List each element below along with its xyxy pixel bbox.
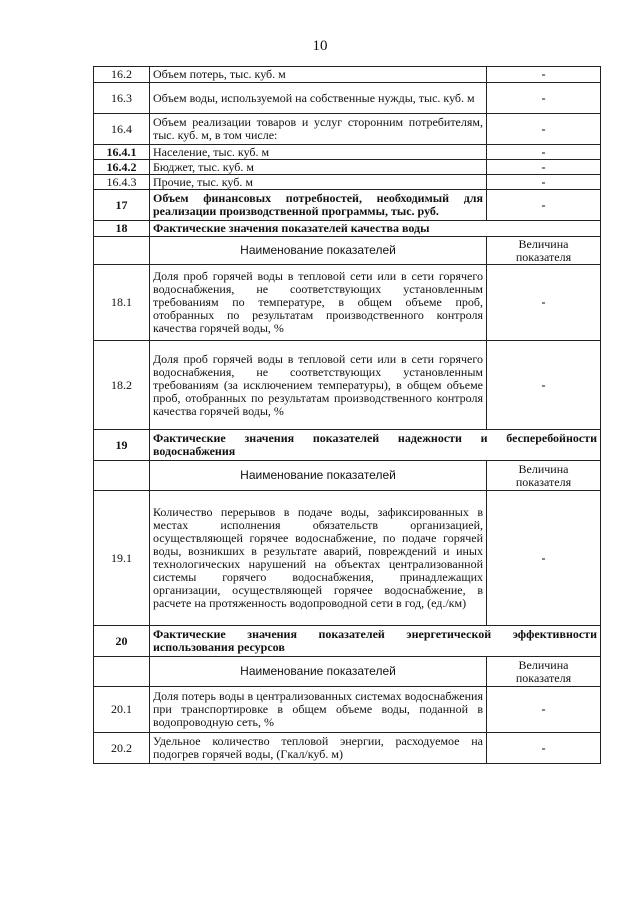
indicators-table xyxy=(93,66,601,764)
row-number: 19 xyxy=(94,430,150,461)
header-name: Наименование показателей xyxy=(150,237,487,265)
row-number: 16.4.2 xyxy=(94,160,150,175)
table-row xyxy=(94,67,601,83)
row-value: - xyxy=(487,160,601,175)
section-title: Фактические значения показателей качества воды xyxy=(150,221,601,237)
row-number: 20.2 xyxy=(94,733,150,764)
header-blank-cell xyxy=(94,237,150,265)
table-row xyxy=(94,733,601,764)
section-row-20 xyxy=(94,626,601,657)
row-number: 16.4.1 xyxy=(94,145,150,160)
row-text: Объем реализации товаров и услуг сторонним потребителям, тыс. куб. м, в том числе: xyxy=(150,114,487,145)
row-value: - xyxy=(487,491,601,626)
row-text: Количество перерывов в подаче воды, зафиксированных в местах исполнения обязательств организацией, осуществляющей горячее водоснабжение, по подаче горячей воды, возникших в результате аварий, повреждений и иных технологических нарушений на объектах централизованной системы горячего водоснабжения, принадлежащих организации, осуществляющей горячее водоснабжение, в расчете на протяженность водопроводной сети в год, (ед./км) xyxy=(150,491,487,626)
row-text: Доля потерь воды в централизованных системах водоснабжения при транспортировке в общем объеме воды, поданной в водопроводную сеть, % xyxy=(150,687,487,733)
row-number: 20 xyxy=(94,626,150,657)
table-row xyxy=(94,190,601,221)
row-value: - xyxy=(487,687,601,733)
row-number: 16.3 xyxy=(94,83,150,114)
page-number: 10 xyxy=(312,38,328,54)
header-value: Величина показателя xyxy=(487,237,601,265)
table-row xyxy=(94,491,601,626)
table-row xyxy=(94,160,601,175)
row-number: 18.2 xyxy=(94,341,150,430)
row-value: - xyxy=(487,265,601,341)
row-text: Население, тыс. куб. м xyxy=(150,145,487,160)
header-name: Наименование показателей xyxy=(150,657,487,687)
section-row-19 xyxy=(94,430,601,461)
row-value: - xyxy=(487,733,601,764)
row-number: 19.1 xyxy=(94,491,150,626)
section-row-18 xyxy=(94,221,601,237)
table-row xyxy=(94,114,601,145)
row-value: - xyxy=(487,114,601,145)
column-header-row xyxy=(94,657,601,687)
row-text: Удельное количество тепловой энергии, расходуемое на подогрев горячей воды, (Гкал/куб. м) xyxy=(150,733,487,764)
row-value: - xyxy=(487,190,601,221)
row-text: Прочие, тыс. куб. м xyxy=(150,175,487,190)
header-value: Величина показателя xyxy=(487,657,601,687)
row-value: - xyxy=(487,145,601,160)
table-row xyxy=(94,341,601,430)
column-header-row xyxy=(94,461,601,491)
table-row xyxy=(94,265,601,341)
row-text: Объем воды, используемой на собственные нужды, тыс. куб. м xyxy=(150,83,487,114)
row-number: 16.2 xyxy=(94,67,150,83)
section-title: Фактические значения показателей энергетической эффективности использования ресурсов xyxy=(150,626,601,657)
row-value: - xyxy=(487,175,601,190)
row-number: 18 xyxy=(94,221,150,237)
section-title: Фактические значения показателей надежности и бесперебойности водоснабжения xyxy=(150,430,601,461)
row-number: 16.4 xyxy=(94,114,150,145)
table-row xyxy=(94,687,601,733)
row-value: - xyxy=(487,83,601,114)
table-row xyxy=(94,145,601,160)
header-blank-cell xyxy=(94,657,150,687)
row-number: 20.1 xyxy=(94,687,150,733)
row-text: Доля проб горячей воды в тепловой сети или в сети горячего водоснабжения, не соответствующих установленным требованиям (за исключением температуры), в общем объеме проб, отобранных по результатам производственного контроля качества горячей воды, % xyxy=(150,341,487,430)
row-text: Бюджет, тыс. куб. м xyxy=(150,160,487,175)
header-blank-cell xyxy=(94,461,150,491)
header-name: Наименование показателей xyxy=(150,461,487,491)
header-value: Величина показателя xyxy=(487,461,601,491)
row-value: - xyxy=(487,67,601,83)
row-value: - xyxy=(487,341,601,430)
table-row xyxy=(94,175,601,190)
row-text: Доля проб горячей воды в тепловой сети или в сети горячего водоснабжения, не соответствующих установленным требованиям по температуре, в общем объеме проб, отобранных по результатам производственного контроля качества горячей воды, % xyxy=(150,265,487,341)
row-text: Объем финансовых потребностей, необходимый для реализации производственной программы, тыс. руб. xyxy=(150,190,487,221)
column-header-row xyxy=(94,237,601,265)
row-number: 18.1 xyxy=(94,265,150,341)
row-number: 16.4.3 xyxy=(94,175,150,190)
row-text: Объем потерь, тыс. куб. м xyxy=(150,67,487,83)
row-number: 17 xyxy=(94,190,150,221)
table-row xyxy=(94,83,601,114)
